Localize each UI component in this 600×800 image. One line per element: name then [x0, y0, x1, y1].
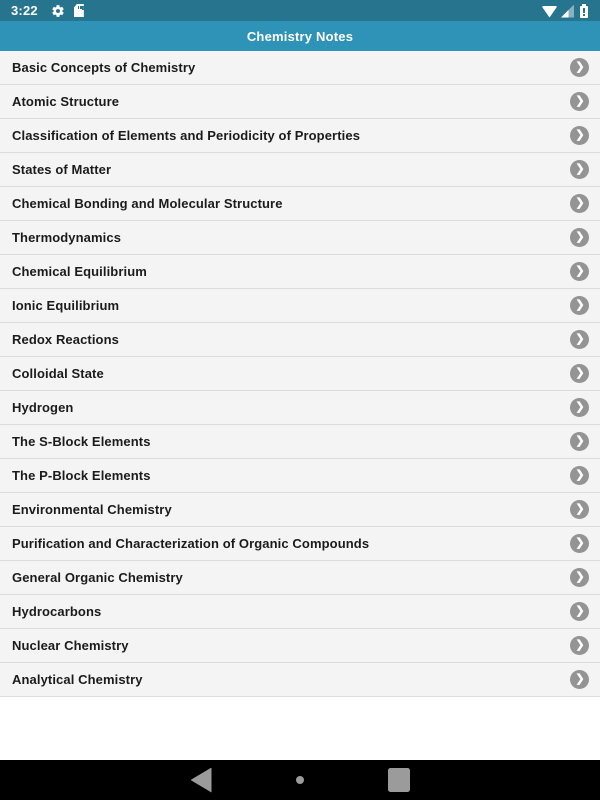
list-item[interactable] [0, 187, 600, 221]
topic-label: Analytical Chemistry [12, 672, 143, 687]
chevron-right-icon: ❯ [570, 160, 589, 179]
recents-icon [388, 768, 410, 792]
chevron-right-icon: ❯ [570, 568, 589, 587]
list-item[interactable] [0, 663, 600, 697]
empty-area [0, 697, 600, 760]
topics-list [0, 51, 600, 697]
list-item[interactable] [0, 85, 600, 119]
list-item[interactable] [0, 255, 600, 289]
chevron-right-icon: ❯ [570, 602, 589, 621]
list-item[interactable] [0, 527, 600, 561]
topic-label: Redox Reactions [12, 332, 119, 347]
back-icon [191, 768, 212, 793]
chevron-right-icon: ❯ [570, 636, 589, 655]
topic-label: States of Matter [12, 162, 112, 177]
chevron-right-icon: ❯ [570, 398, 589, 417]
status-bar-left-icons [51, 4, 84, 18]
topic-label: Classification of Elements and Periodicity of Properties [12, 128, 361, 143]
chevron-right-icon: ❯ [570, 670, 589, 689]
settings-gear-icon [51, 4, 65, 18]
topic-label: Hydrocarbons [12, 604, 102, 619]
chevron-right-icon: ❯ [570, 500, 589, 519]
android-nav-bar [0, 760, 600, 800]
status-bar [0, 0, 600, 21]
topic-label: General Organic Chemistry [12, 570, 183, 585]
list-item[interactable] [0, 51, 600, 85]
chevron-right-icon: ❯ [570, 534, 589, 553]
list-item[interactable] [0, 221, 600, 255]
topic-label: Hydrogen [12, 400, 74, 415]
chevron-right-icon: ❯ [570, 432, 589, 451]
topic-label: Chemical Equilibrium [12, 264, 147, 279]
recents-button[interactable] [386, 766, 412, 794]
cellular-signal-icon [561, 5, 574, 18]
back-button[interactable] [188, 766, 214, 794]
clock: 3:22 [11, 3, 38, 18]
list-item[interactable] [0, 357, 600, 391]
list-item[interactable] [0, 629, 600, 663]
list-item[interactable] [0, 459, 600, 493]
home-icon [296, 776, 304, 784]
list-item[interactable] [0, 595, 600, 629]
topic-label: The S-Block Elements [12, 434, 151, 449]
chevron-right-icon: ❯ [570, 296, 589, 315]
list-item[interactable] [0, 425, 600, 459]
chevron-right-icon: ❯ [570, 466, 589, 485]
topic-label: Basic Concepts of Chemistry [12, 60, 196, 75]
list-item[interactable] [0, 323, 600, 357]
status-bar-right-icons [542, 4, 588, 18]
topic-label: Purification and Characterization of Organic Compounds [12, 536, 370, 551]
list-item[interactable] [0, 153, 600, 187]
app-bar [0, 21, 600, 51]
chevron-right-icon: ❯ [570, 126, 589, 145]
topic-label: Atomic Structure [12, 94, 120, 109]
topic-label: The P-Block Elements [12, 468, 151, 483]
page-title: Chemistry Notes [246, 28, 354, 44]
home-button[interactable] [287, 766, 313, 794]
list-item[interactable] [0, 391, 600, 425]
topic-label: Environmental Chemistry [12, 502, 172, 517]
list-item[interactable] [0, 119, 600, 153]
topic-label: Ionic Equilibrium [12, 298, 120, 313]
chevron-right-icon: ❯ [570, 364, 589, 383]
list-item[interactable] [0, 493, 600, 527]
topic-label: Thermodynamics [12, 230, 122, 245]
wifi-icon [542, 6, 557, 18]
list-item[interactable] [0, 289, 600, 323]
topic-label: Colloidal State [12, 366, 104, 381]
sd-card-icon [74, 4, 84, 17]
chevron-right-icon: ❯ [570, 262, 589, 281]
chevron-right-icon: ❯ [570, 58, 589, 77]
topic-label: Chemical Bonding and Molecular Structure [12, 196, 283, 211]
topic-label: Nuclear Chemistry [12, 638, 129, 653]
battery-icon [580, 4, 588, 18]
chevron-right-icon: ❯ [570, 92, 589, 111]
list-item[interactable] [0, 561, 600, 595]
chevron-right-icon: ❯ [570, 194, 589, 213]
chevron-right-icon: ❯ [570, 228, 589, 247]
chevron-right-icon: ❯ [570, 330, 589, 349]
